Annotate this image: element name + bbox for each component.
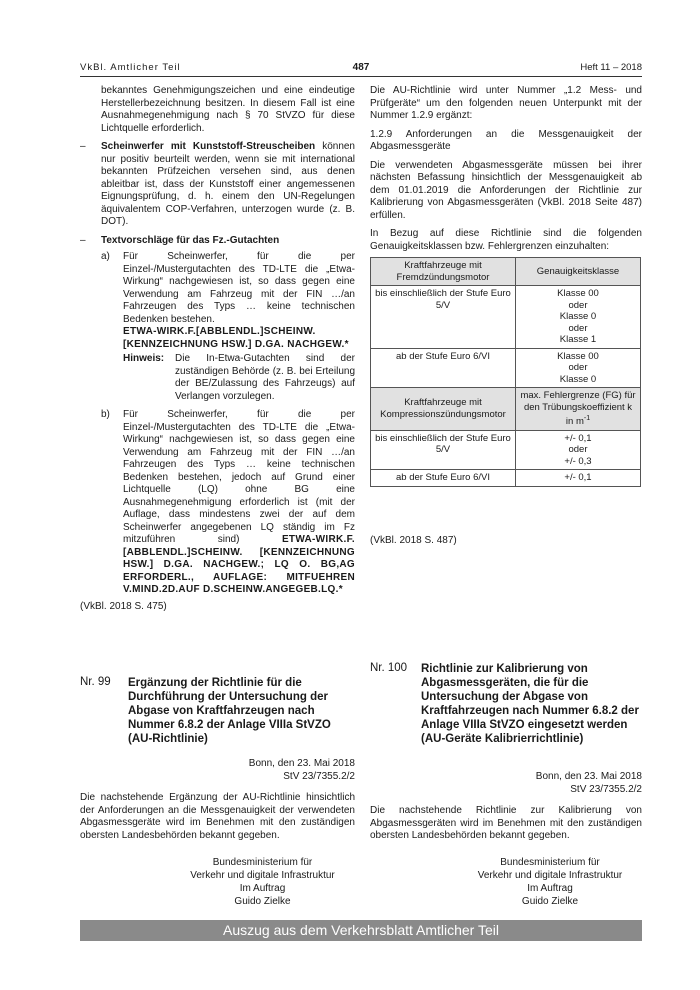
left-column: [80, 85, 355, 603]
signature-line: Im Auftrag: [527, 883, 573, 894]
cell-line: Klasse 1: [559, 334, 597, 345]
cell-line: Klasse 0: [559, 311, 597, 322]
table-cell: ab der Stufe Euro 6/VI: [371, 470, 516, 487]
hint-block: [123, 353, 355, 403]
header-text: max. Fehlergrenze (FG) für den Trübungskoeffizient k in m: [520, 390, 636, 428]
table-row: [371, 348, 641, 388]
accuracy-table: [370, 257, 641, 487]
table-cell: ab der Stufe Euro 6/VI: [371, 348, 516, 388]
cell-line: Klasse 00: [557, 288, 599, 299]
source-reference: (VkBl. 2018 S. 487): [370, 535, 457, 546]
table-cell: [516, 430, 641, 470]
signature-line: Verkehr und digitale Infrastruktur: [477, 870, 623, 881]
hint-text: Die In-Etwa-Gutachten sind der zuständigen Behörde (z. B. bei Erteilung der BE/Zulassung des Fahrzeugs) auf Verlangen vorzulegen.: [175, 353, 355, 402]
cell-line: oder: [568, 444, 588, 456]
sub-item-a: [80, 251, 355, 403]
table-header-row: [371, 258, 641, 286]
cell-line: Klasse 00: [557, 350, 599, 362]
table-cell: [516, 470, 641, 487]
table-header-cell: Kraftfahrzeuge mit Kompressionszündungsmotor: [371, 388, 516, 431]
sub-marker: a): [101, 251, 110, 262]
dash-marker: –: [80, 141, 86, 152]
announcement-number: Nr. 99: [80, 676, 111, 688]
table-cell: bis einschließlich der Stufe Euro 5/V: [371, 286, 516, 349]
signature-block: [170, 856, 355, 908]
list-item-heading: Textvorschläge für das Fz.-Gutachten: [101, 234, 280, 246]
paragraph: 1.2.9 Anforderungen an die Messgenauigkeit der Abgasmessgeräte: [370, 128, 642, 152]
signature-line: Verkehr und digitale Infrastruktur: [190, 870, 335, 881]
announcement-number: Nr. 100: [370, 662, 408, 674]
signature-block: [458, 856, 642, 908]
journal-name: VkBl. Amtlicher Teil: [80, 62, 181, 73]
cell-line: oder: [568, 362, 588, 373]
announcement-body: Die nachstehende Richtlinie zur Kalibrierung von Abgasmessgeräten wird im Benehmen mit den zuständigen obersten Landesbehörden bekannt gegeben.: [370, 805, 642, 841]
list-item-heading: Scheinwerfer mit Kunststoff-Streuscheiben: [101, 141, 316, 152]
table-header-cell: Genauigkeitsklasse: [516, 258, 641, 286]
cell-line: oder: [568, 299, 588, 311]
gutachten-code: ETWA-WIRK.F.[ABBLENDL.]SCHEINW.[KENNZEICHNUNG HSW.] D.GA. NACHGEW.*: [123, 326, 349, 350]
cell-line: +/- 0,1: [564, 432, 592, 444]
signature-line: Guido Zielke: [521, 896, 579, 907]
place-date: [370, 771, 642, 796]
paragraph: In Bezug auf diese Richtlinie sind die folgenden Genauigkeitsklassen bzw. Fehlergrenzen einzuhalten:: [370, 228, 642, 252]
table-cell: bis einschließlich der Stufe Euro 5/V: [371, 430, 516, 470]
table-header-cell: [516, 388, 641, 431]
date-line: Bonn, den 23. Mai 2018: [248, 758, 355, 769]
signature-line: Bundesministerium für: [212, 857, 313, 868]
page-header: [80, 62, 642, 77]
paragraph: Die verwendeten Abgasmessgeräte müssen bei ihrer nächsten Befassung hinsichtlich der Messgenauigkeit ab dem 01.01.2019 die Anforderungen der Richtlinie zur Kalibrierung von Abgasmessgeräten (VkBl. 2018 Seite 487) erfüllen.: [370, 159, 642, 221]
table-header-cell: Kraftfahrzeuge mit Fremdzündungsmotor: [371, 258, 516, 286]
sub-item-text: Für Scheinwerfer, für die per Einzel-/Mustergutachten des TD-LTE die „Etwa-Wirkung“ nachgewiesen ist, so dass gegen eine Verwendung am Fahrzeug mit der FIN …/an Fahrzeugen des Typs … keine technischen Bedenken bestehen, jedoch auf Grund einer Lichtquelle (LQ) ohne BG eine Ausnahmegenehmigung erforderlich ist (mit der Auflage, dass mindestens zwei der auf dem Scheinwerfer angegebenen LQ ständig im Fz mitzuführen sind): [123, 409, 355, 545]
gutachten-code: ETWA-WIRK.F.[ABBLENDL.]SCHEINW. [KENNZEICHNUNG HSW.] D.GA. NACHGEW.; LQ O. BG,AG ERFORDERL., AUFLAGE: MITFUEHREN V.MIND.2D.AUF D.SCHEINW.ANGEGEB.LQ.*: [123, 534, 355, 595]
cell-line: +/- 0,3: [564, 455, 592, 467]
sub-item-b: [80, 409, 355, 597]
table-row: [371, 430, 641, 470]
announcement-body: Die nachstehende Ergänzung der AU-Richtlinie hinsichtlich der Anforderungen an die Messgenauigkeit der verwendeten Abgasmessgeräte wird im Benehmen mit den zuständigen obersten Landesbehörden bekannt gegeben.: [80, 792, 355, 841]
cell-line: Klasse 0: [559, 373, 597, 385]
right-column: [370, 85, 642, 487]
signature-line: Bundesministerium für: [500, 857, 600, 868]
source-reference: (VkBl. 2018 S. 475): [80, 601, 167, 612]
announcement-nr99: [80, 676, 355, 748]
announcement-nr100: [370, 662, 642, 762]
paragraph: bekanntes Genehmigungszeichen und eine eindeutige Herstellerbezeichnung besitzen. In diesem Fall ist eine Ausnahmegenehmigung nach § 70 StVZO für diese Lichtquelle erforderlich.: [101, 85, 355, 134]
page-number: 487: [352, 62, 370, 73]
dash-marker: –: [80, 234, 86, 246]
issue-label: Heft 11 – 2018: [580, 62, 642, 73]
reference-number: StV 23/7355.2/2: [570, 783, 642, 795]
header-exponent: -1: [583, 415, 591, 422]
announcement-title: Ergänzung der Richtlinie für die Durchführung der Untersuchung der Abgase von Kraftfahrzeugen nach Nummer 6.8.2 der Anlage VIIIa StVZO (AU-Richtlinie): [128, 677, 331, 745]
sub-marker: b): [101, 409, 110, 420]
sub-item-text: Für Scheinwerfer, für die per Einzel-/Mustergutachten des TD-LTE die „Etwa-Wirkung“ nachgewiesen ist, so dass gegen eine Verwendung am Fahrzeug mit der FIN …/an Fahrzeugen des Typs … keine technischen Bedenken bestehen.: [123, 251, 355, 325]
date-line: Bonn, den 23. Mai 2018: [535, 771, 642, 782]
signature-line: Guido Zielke: [234, 896, 291, 907]
table-cell: [516, 286, 641, 349]
signature-line: Im Auftrag: [239, 883, 286, 894]
reference-number: StV 23/7355.2/2: [283, 770, 355, 782]
table-row: [371, 470, 641, 487]
cell-line: oder: [568, 322, 588, 334]
list-item: [80, 235, 355, 248]
paragraph: Die AU-Richtlinie wird unter Nummer „1.2 Mess- und Prüfgeräte“ um den folgenden neuen Unterpunkt mit der Nummer 1.2.9 ergänzt:: [370, 85, 642, 121]
cell-line: +/- 0,1: [564, 472, 592, 484]
announcement-title: Richtlinie zur Kalibrierung von Abgasmessgeräten, die für die Untersuchung der Abgase von Kraftfahrzeugen nach Nummer 6.8.2 der Anlage VIIIa StVZO eingesetzt werden (AU-Geräte Kalibrierrichtlinie): [421, 663, 639, 745]
table-cell: [516, 348, 641, 388]
page-footer: Auszug aus dem Verkehrsblatt Amtlicher Teil: [80, 920, 642, 941]
list-item-text: können nur positiv beurteilt werden, wenn sie mit international bekannten Prüfzeichen versehen sind, aus denen ableitbar ist, dass der Kunststoff einer angemessenen Eignungsprüfung, d. h. einem den UN-Regelungen äquivalentem COP-Verfahren, unterzogen wurde (z. B. DOT).: [101, 141, 355, 227]
list-item: [80, 141, 355, 229]
hint-label: Hinweis:: [123, 353, 165, 364]
place-date: [80, 758, 355, 783]
table-row: [371, 286, 641, 349]
table-header-row: [371, 388, 641, 431]
